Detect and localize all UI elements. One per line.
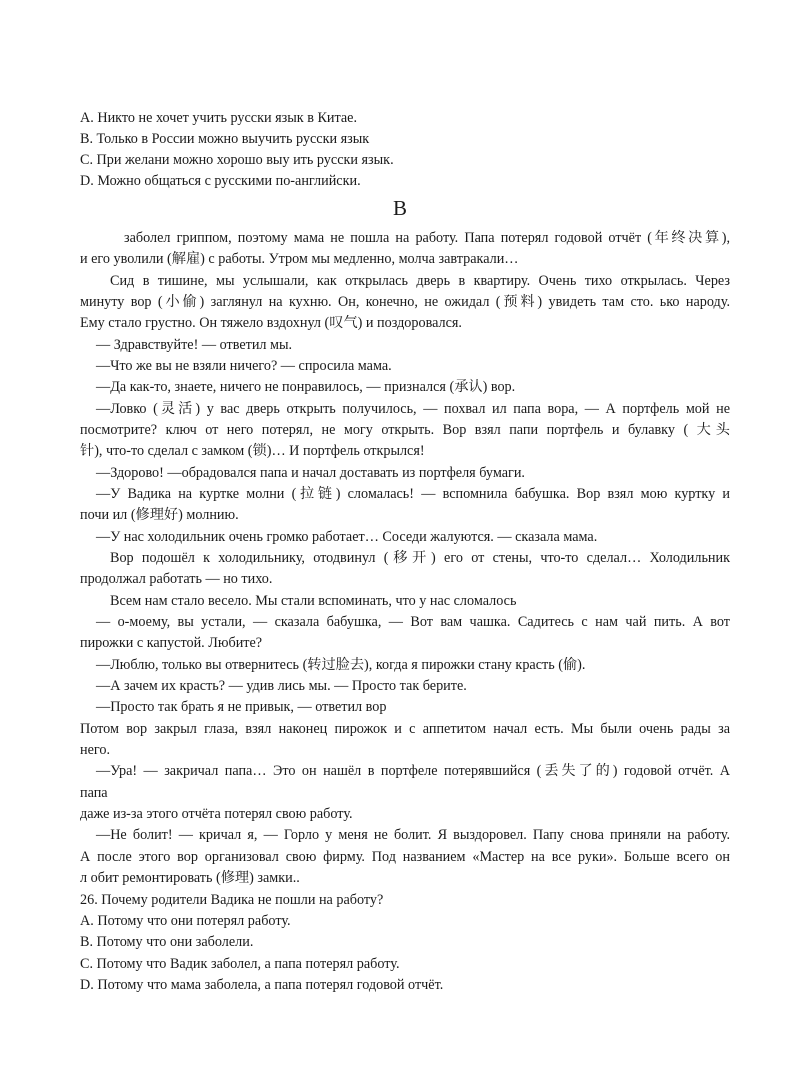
text-line: — Здравствуйте! — ответил мы. (96, 337, 293, 353)
text-line: минуту вор (小偷) заглянул на кухню. Он, конечно, не ожидал (预料) увидеть там сто. ько народу. (80, 294, 730, 310)
option-a: A. Никто не хочет учить русски язык в Китае. (80, 110, 358, 126)
text-line: Ему стало грустно. Он тяжело вздохнул (叹气) и поздоровался. (80, 315, 462, 331)
text-line: Сид в тишине, мы услышали, как открылась дверь в квартиру. Очень тихо открылась. Через (110, 273, 730, 289)
text-line: —Просто так брать я не привык, — ответил вор (96, 699, 387, 715)
text-line: —Люблю, только вы отвернитесь (转过脸去), когда я пирожки стану красть (偷). (96, 657, 586, 673)
text-line: —У Вадика на куртке молни (拉链) сломалась! — вспомнила бабушка. Вор взял мою куртку и (96, 486, 730, 502)
text-line: —Что же вы не взяли ничего? — спросила мама. (96, 358, 392, 374)
text-line: почи ил (修理好) молнию. (80, 507, 239, 523)
option-b: B. Потому что они заболели. (80, 934, 254, 950)
text-line: —А зачем их красть? — удив лись мы. — Просто так берите. (96, 678, 467, 694)
text-line: посмотрите? ключ от него потерял, не могу открыть. Вор взял папи портфель и булавку ( 大头 (80, 422, 730, 438)
text-line: —Да как-то, знаете, ничего не понравилось, — признался (承认) вор. (96, 379, 516, 395)
text-line: А после этого вор организовал свою фирму. Под названием «Мастер на все руки». Больше всего он (80, 849, 730, 865)
text-line: — о-моему, вы устали, — сказала бабушка, — Вот вам чашка. Садитесь с нам чай пить. А вот (96, 614, 730, 630)
option-c: C. Потому что Вадик заболел, а папа потерял работу. (80, 956, 400, 972)
text-line: Всем нам стало весело. Мы стали вспоминать, что у нас сломалось (110, 593, 517, 609)
option-d: D. Можно общаться с русскими по-английски. (80, 173, 361, 189)
text-line: —Ловко (灵活) у вас дверь открыть получилось, — похвал ил папа вора, — А портфель мой не (96, 401, 730, 417)
text-line: Потом вор закрыл глаза, взял наконец пирожок и с аппетитом начал есть. Мы были очень рады за (80, 721, 730, 737)
option-c: C. При желани можно хорошо выу ить русски язык. (80, 152, 394, 168)
text-line: продолжал работать — но тихо. (80, 571, 273, 587)
text-line: заболел гриппом, поэтому мама не пошла на работу. Папа потерял годовой отчёт (年终决算), (124, 230, 730, 246)
text-line: —Ура! — закричал папа… Это он нашёл в портфеле потерявшийся (丢失了的) годовой отчёт. А (96, 763, 730, 779)
text-line: папа (80, 785, 108, 801)
question-text: 26. Почему родители Вадика не пошли на работу? (80, 892, 384, 908)
text-line: пирожки с капустой. Любите? (80, 635, 263, 651)
text-line: —Здорово! —обрадовался папа и начал доставать из портфеля бумаги. (96, 465, 525, 481)
option-d: D. Потому что мама заболела, а папа потерял годовой отчёт. (80, 977, 444, 993)
option-b: B. Только в России можно выучить русски язык (80, 131, 370, 147)
text-line: 针), что-то сделал с замком (锁)… И портфель открылся! (80, 443, 425, 459)
text-line: л обит ремонтировать (修理) замки.. (80, 870, 300, 886)
text-line: —Не болит! — кричал я, — Горло у меня не болит. Я выздоровел. Папу снова приняли на работу. (96, 827, 730, 843)
text-line: и его уволили (解雇) с работы. Утром мы медленно, молча завтракали… (80, 251, 519, 267)
section-heading: B (392, 196, 407, 220)
text-line: Вор подошёл к холодильнику, отодвинул (移开) его от стены, что-то сделал… Холодильник (110, 550, 730, 566)
text-line: —У нас холодильник очень громко работает… Соседи жалуются. — сказала мама. (96, 529, 598, 545)
text-line: даже из-за этого отчёта потерял свою работу. (80, 806, 353, 822)
option-a: A. Потому что они потерял работу. (80, 913, 291, 929)
text-line: него. (80, 742, 110, 758)
